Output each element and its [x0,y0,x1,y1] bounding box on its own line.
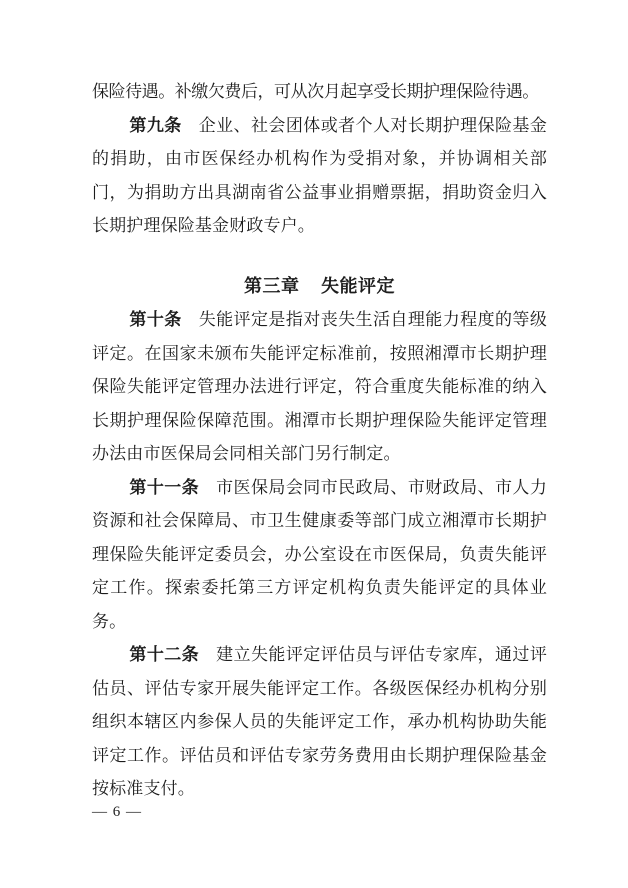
paragraphs-after-chapter [92,303,547,806]
paragraph: 第十一条 市医保局会同市民政局、市财政局、市人力资源和社会保障局、市卫生健康委等部门成立湘潭市长期护理保险失能评定委员会，办公室设在市医保局，负责失能评定工作。探索委托第三方评定机构负责失能评定的具体业务。 [92,477,547,631]
paragraph: 第十二条 建立失能评定评估员与评估专家库，通过评估员、评估专家开展失能评定工作。各级医保经办机构分别组织本辖区内参保人员的失能评定工作，承办机构协助失能评定工作。评估员和评估专家劳务费用由长期护理保险基金按标准支付。 [92,645,547,798]
paragraph: 第十条 失能评定是指对丧失生活自理能力程度的等级评定。在国家未颁布失能评定标准前，按照湘潭市长期护理保险失能评定管理办法进行评定，符合重度失能标准的纳入长期护理保险保障范围。湘潭市长期护理保险失能评定管理办法由市医保局会同相关部门另行制定。 [92,310,548,463]
paragraphs-before-chapter [92,75,547,243]
article-number: 第十二条 [129,645,200,664]
document-body [92,75,547,806]
article-number: 第十一条 [129,477,200,497]
chapter-heading [92,270,547,304]
chapter-number: 第三章 [243,275,300,296]
article-number: 第九条 [129,115,182,135]
page-footer [92,801,142,823]
chapter-title: 失能评定 [321,275,396,296]
paragraph: 第九条 企业、社会团体或者个人对长期护理保险基金的捐助，由市医保经办机构作为受捐对象，并协调相关部门，为捐助方出具湖南省公益事业捐赠票据，捐助资金归入长期护理保险基金财政专户。 [92,115,548,235]
paragraph: 保险待遇。补缴欠费后，可从次月起享受长期护理保险待遇。 [92,82,539,101]
article-number: 第十条 [129,310,182,329]
page-number: — 6 — [92,804,142,820]
